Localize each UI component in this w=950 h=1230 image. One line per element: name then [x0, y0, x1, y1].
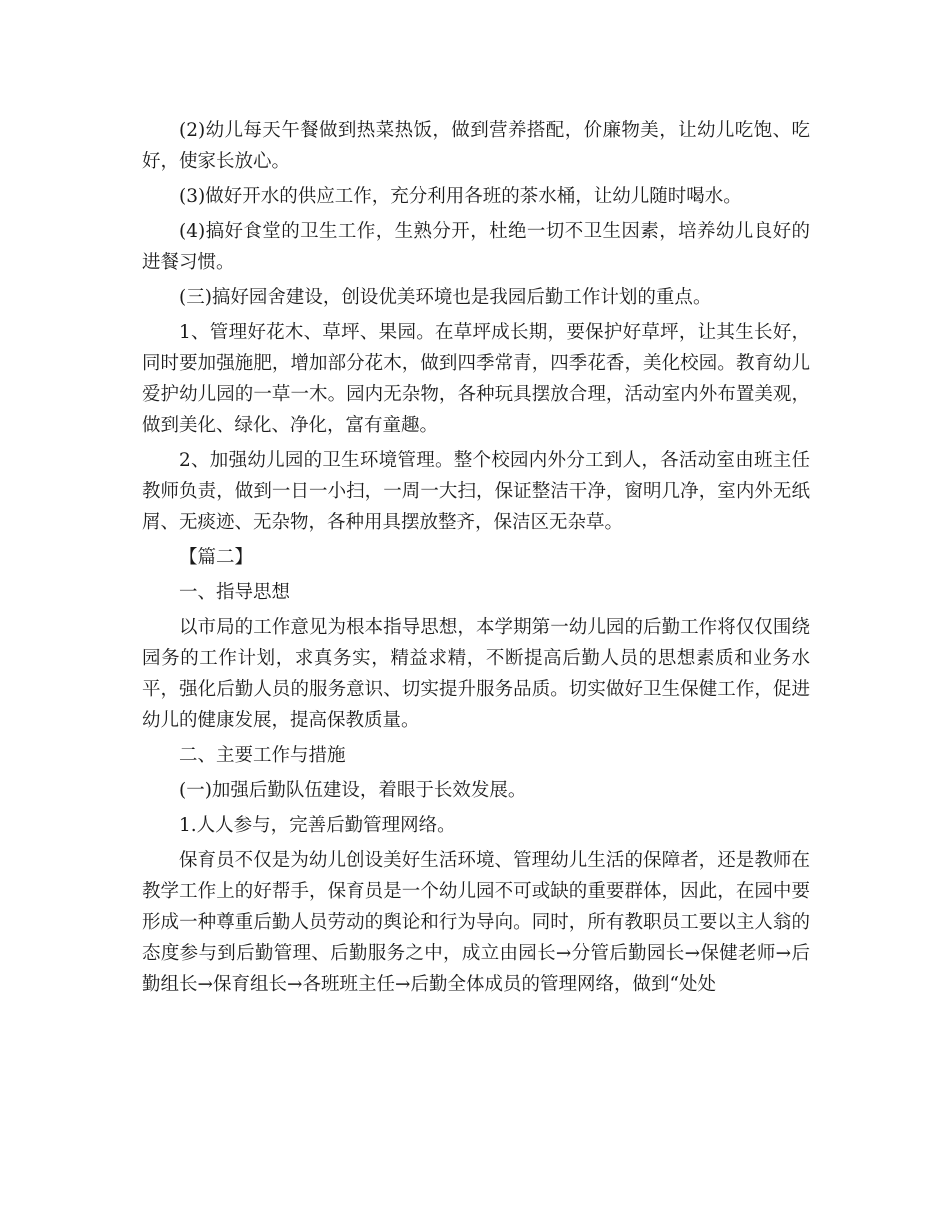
section-heading-part-two: 【篇二】 [179, 547, 254, 568]
document-page [142, 115, 810, 1004]
paragraph-hygiene: 2、加强幼儿园的卫生环境管理。整个校园内外分工到人，各活动室由班主任教师负责，做到一日一小扫，一周一大扫，保证整洁干净，窗明几净，室内外无纸屑、无痰迹、无杂物，各种用具摆放整齐，保洁区无杂草。 [142, 450, 810, 533]
paragraph-greenery: 1、管理好花木、草坪、果园。在草坪成长期，要保护好草坪，让其生长好，同时要加强施肥，增加部分花木，做到四季常青，四季花香，美化校园。教育幼儿爱护幼儿园的一草一木。园内无杂物，各种玩具摆放合理，活动室内外布置美观，做到美化、绿化、净化，富有童趣。 [142, 322, 810, 436]
paragraph-caregivers: 保育员不仅是为幼儿创设美好生活环境、管理幼儿生活的保障者，还是教师在教学工作上的好帮手，保育员是一个幼儿园不可或缺的重要群体，因此，在园中要形成一种尊重后勤人员劳动的舆论和行为导向。同时，所有教职员工要以主人翁的态度参与到后勤管理、后勤服务之中，成立由园长→分管后勤园长→保健老师→后勤组长→保育组长→各班班主任→后勤全体成员的管理网络，做到“处处 [142, 850, 810, 995]
paragraph-lunch: (2)幼儿每天午餐做到热菜热饭，做到营养搭配，价廉物美，让幼儿吃饱、吃好，使家长放心。 [142, 120, 810, 172]
paragraph-guiding-ideology: 以市局的工作意见为根本指导思想，本学期第一幼儿园的后勤工作将仅仅围绕园务的工作计划，求真务实，精益求精，不断提高后勤人员的思想素质和业务水平，强化后勤人员的服务意识、切实提升服务品质。切实做好卫生保健工作，促进幼儿的健康发展，提高保教质量。 [142, 617, 810, 731]
subheading-management-network: 1.人人参与，完善后勤管理网络。 [179, 815, 456, 836]
paragraph-canteen: (4)搞好食堂的卫生工作，生熟分开，杜绝一切不卫生因素，培养幼儿良好的进餐习惯。 [142, 221, 810, 273]
heading-guiding-ideology: 一、指导思想 [179, 582, 291, 603]
paragraph-section-three: (三)搞好园舍建设，创设优美环境也是我园后勤工作计划的重点。 [179, 287, 712, 308]
subheading-team-building: (一)加强后勤队伍建设，着眼于长效发展。 [179, 780, 527, 801]
heading-main-work: 二、主要工作与措施 [179, 745, 346, 766]
paragraph-water: (3)做好开水的供应工作，充分利用各班的茶水桶，让幼儿随时喝水。 [179, 186, 742, 207]
